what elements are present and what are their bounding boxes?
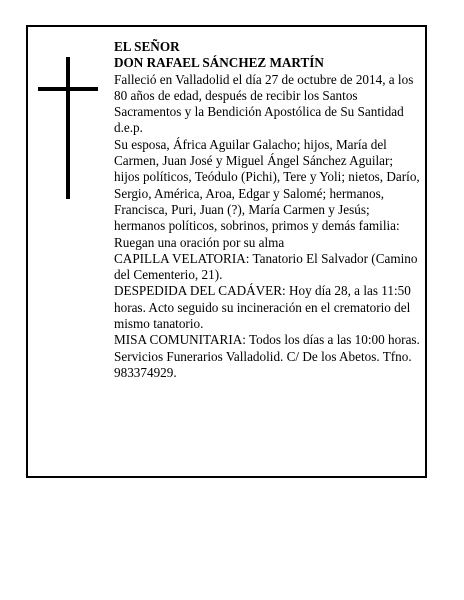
latin-cross-icon [38, 57, 98, 199]
deceased-name: DON RAFAEL SÁNCHEZ MARTÍN [114, 55, 324, 71]
mass-info: MISA COMUNITARIA: Todos los días a las 10:00 horas. [114, 332, 420, 348]
notice-text [114, 39, 422, 381]
obituary-notice [26, 25, 427, 478]
wake-chapel-info: CAPILLA VELATORIA: Tanatorio El Salvador (Camino del Cementerio, 21). [114, 250, 418, 283]
notice-title-line1: EL SEÑOR [114, 39, 180, 54]
cross-horizontal-bar [38, 87, 98, 91]
prayer-request: Ruegan una oración por su alma [114, 234, 285, 250]
funeral-services-contact: Servicios Funerarios Valladolid. C/ De los Abetos. Tfno. 983374929. [114, 348, 412, 380]
death-announcement: Falleció en Valladolid el día 27 de octubre de 2014, a los 80 años de edad, después de recibir los Santos Sacramentos y la Bendición Apostólica de Su Santidad d.e.p. [114, 71, 414, 136]
farewell-info: DESPEDIDA DEL CADÁVER: Hoy día 28, a las 11:50 horas. Acto seguido su incineración en el crematorio del mismo tanatorio. [114, 283, 411, 332]
cross-vertical-bar [66, 57, 70, 199]
family-list: Su esposa, África Aguilar Galacho; hijos, María del Carmen, Juan José y Miguel Ángel Sánchez Aguilar; hijos políticos, Teódulo (Pichi), Tere y Yoli; nietos, Darío, Sergio, América, Aroa, Edgar y Salomé; hermanos, Francisca, Puri, Juan (?), María Carmen y Jesús; hermanos políticos, sobrinos, primos y demás familia: [114, 136, 420, 234]
